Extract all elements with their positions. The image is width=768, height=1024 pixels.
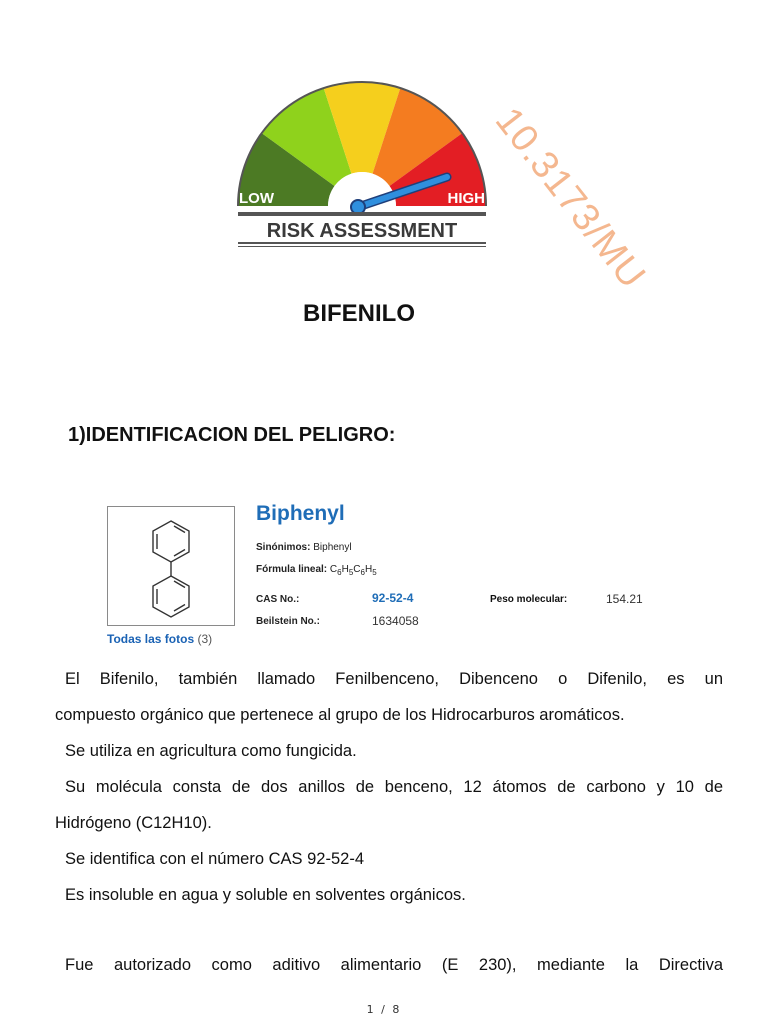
formula-label: Fórmula lineal: bbox=[256, 564, 328, 575]
gauge-caption: RISK ASSESSMENT bbox=[266, 220, 458, 242]
page-indicator: 1 / 8 bbox=[366, 1003, 402, 1016]
all-photos-label: Todas las fotos bbox=[107, 632, 195, 646]
document-title: BIFENILO bbox=[303, 300, 415, 327]
authorization-text bbox=[55, 947, 723, 983]
beilstein-label: Beilstein No.: bbox=[256, 616, 320, 627]
identification-text bbox=[55, 661, 723, 913]
paragraph-line: Hidrógeno (C12H10). bbox=[55, 814, 212, 832]
paragraph-line: Su molécula consta de dos anillos de benceno, 12 átomos de carbono y 10 de bbox=[65, 778, 723, 796]
beilstein-value: 1634058 bbox=[372, 614, 419, 628]
compound-card bbox=[104, 498, 704, 658]
section-heading: 1)IDENTIFICACION DEL PELIGRO: bbox=[68, 424, 396, 446]
synonyms-label: Sinónimos: bbox=[256, 542, 311, 553]
cas-label: CAS No.: bbox=[256, 594, 300, 605]
doi-watermark: 10.3173/MU bbox=[486, 100, 654, 297]
paragraph-line: Fue autorizado como aditivo alimentario (E 230), mediante la Directiva bbox=[65, 956, 723, 974]
paragraph-line: compuesto orgánico que pertenece al grupo de los Hidrocarburos aromáticos. bbox=[55, 706, 625, 724]
molecular-weight-value: 154.21 bbox=[606, 592, 643, 606]
formula-row bbox=[256, 564, 377, 577]
structure-thumbnail[interactable] bbox=[107, 506, 235, 626]
cas-number-link[interactable]: 92-52-4 bbox=[372, 591, 414, 605]
synonyms-row bbox=[256, 542, 352, 553]
paragraph-line: Se identifica con el número CAS 92-52-4 bbox=[65, 850, 364, 868]
paragraph-line: El Bifenilo, también llamado Fenilbenceno, Dibenceno o Difenilo, es un bbox=[65, 670, 723, 688]
gauge-low-label: LOW bbox=[239, 190, 274, 207]
synonyms-value: Biphenyl bbox=[313, 542, 352, 553]
molecular-weight-label: Peso molecular: bbox=[490, 594, 568, 605]
paragraph-line: Es insoluble en agua y soluble en solventes orgánicos. bbox=[65, 886, 466, 904]
all-photos-link[interactable] bbox=[107, 632, 212, 646]
biphenyl-structure-icon bbox=[108, 507, 234, 625]
compound-name: Biphenyl bbox=[256, 502, 345, 525]
gauge-high-label: HIGH bbox=[447, 190, 485, 207]
risk-gauge-logo bbox=[236, 76, 488, 252]
photos-count: (3) bbox=[197, 632, 213, 646]
paragraph-line: Se utiliza en agricultura como fungicida. bbox=[65, 742, 357, 760]
formula-value: $C_6H_5C_6H_5$ bbox=[329, 564, 377, 577]
